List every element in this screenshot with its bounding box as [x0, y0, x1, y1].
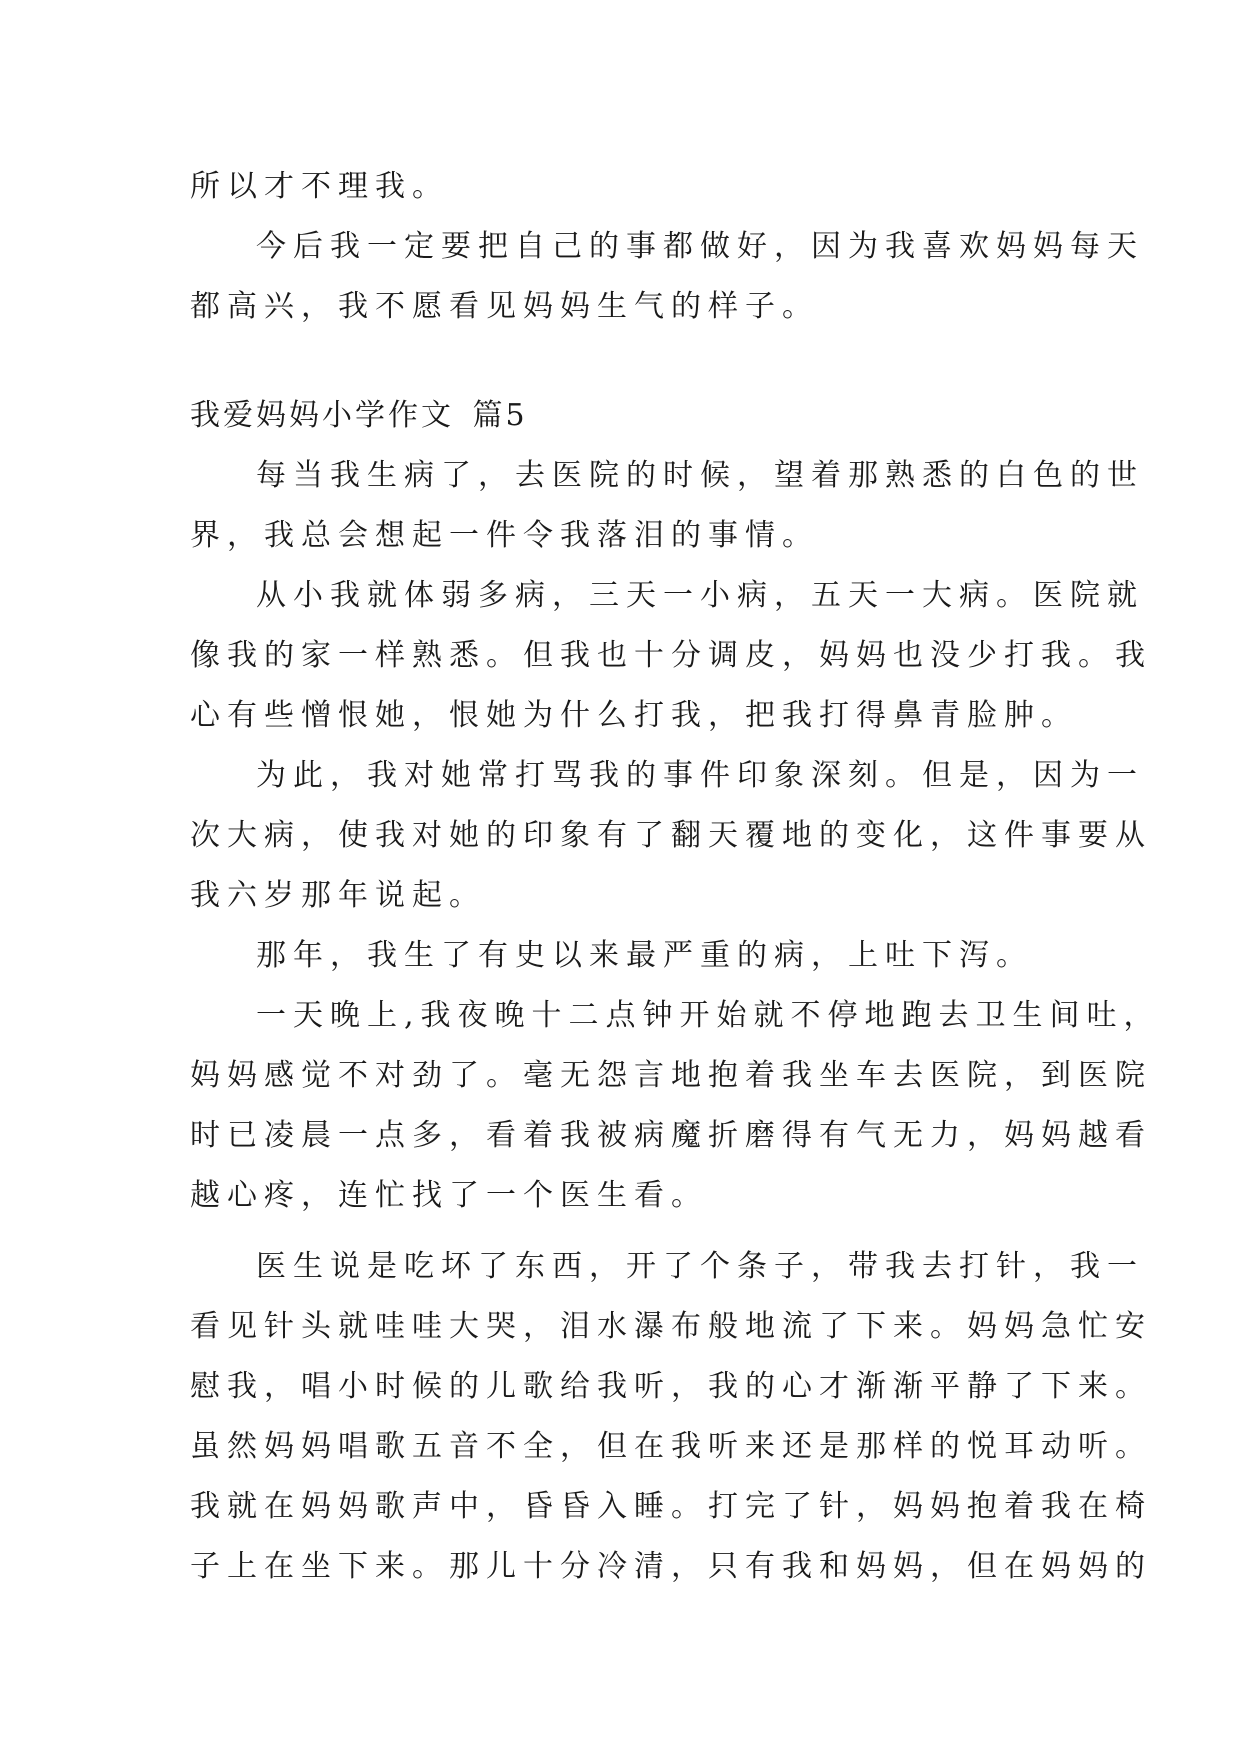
- paragraph-6-line-6: 子上在坐下来。那儿十分冷清，只有我和妈妈，但在妈妈的: [190, 1549, 1152, 1584]
- paragraph-2-line-2: 像我的家一样熟悉。但我也十分调皮，妈妈也没少打我。我: [190, 638, 1152, 673]
- paragraph-3-line-2: 次大病，使我对她的印象有了翻天覆地的变化，这件事要从: [190, 818, 1152, 853]
- paragraph-6-line-4: 虽然妈妈唱歌五音不全，但在我听来还是那样的悦耳动听。: [190, 1429, 1152, 1464]
- paragraph-3-line-1: 为此，我对她常打骂我的事件印象深刻。但是，因为一: [256, 758, 1144, 793]
- paragraph-6-line-2: 看见针头就哇哇大哭，泪水瀑布般地流了下来。妈妈急忙安: [190, 1309, 1152, 1344]
- paragraph-2-line-3: 心有些憎恨她，恨她为什么打我，把我打得鼻青脸肿。: [190, 698, 1078, 733]
- intro-line-3: 都高兴，我不愿看见妈妈生气的样子。: [190, 289, 819, 324]
- paragraph-5-line-3: 时已凌晨一点多，看着我被病魔折磨得有气无力，妈妈越看: [190, 1118, 1152, 1153]
- paragraph-1-line-1: 每当我生病了，去医院的时候，望着那熟悉的白色的世: [256, 458, 1144, 493]
- paragraph-3-line-3: 我六岁那年说起。: [190, 878, 486, 913]
- paragraph-2-line-1: 从小我就体弱多病，三天一小病，五天一大病。医院就: [256, 578, 1144, 613]
- paragraph-4-line-1: 那年，我生了有史以来最严重的病，上吐下泻。: [256, 938, 1033, 973]
- intro-line-2: 今后我一定要把自己的事都做好，因为我喜欢妈妈每天: [256, 229, 1144, 264]
- paragraph-5-line-4: 越心疼，连忙找了一个医生看。: [190, 1178, 708, 1213]
- paragraph-6-line-1: 医生说是吃坏了东西，开了个条子，带我去打针，我一: [256, 1249, 1144, 1284]
- paragraph-5-line-2: 妈妈感觉不对劲了。毫无怨言地抱着我坐车去医院，到医院: [190, 1058, 1152, 1093]
- paragraph-5-line-1: 一天晚上,我夜晚十二点钟开始就不停地跑去卫生间吐，: [256, 998, 1161, 1033]
- section-title: 我爱妈妈小学作文 篇5: [190, 398, 528, 433]
- paragraph-6-line-3: 慰我，唱小时候的儿歌给我听，我的心才渐渐平静了下来。: [190, 1369, 1152, 1404]
- paragraph-1-line-2: 界，我总会想起一件令我落泪的事情。: [190, 518, 819, 553]
- paragraph-6-line-5: 我就在妈妈歌声中，昏昏入睡。打完了针，妈妈抱着我在椅: [190, 1489, 1152, 1524]
- intro-line-1: 所以才不理我。: [190, 169, 449, 204]
